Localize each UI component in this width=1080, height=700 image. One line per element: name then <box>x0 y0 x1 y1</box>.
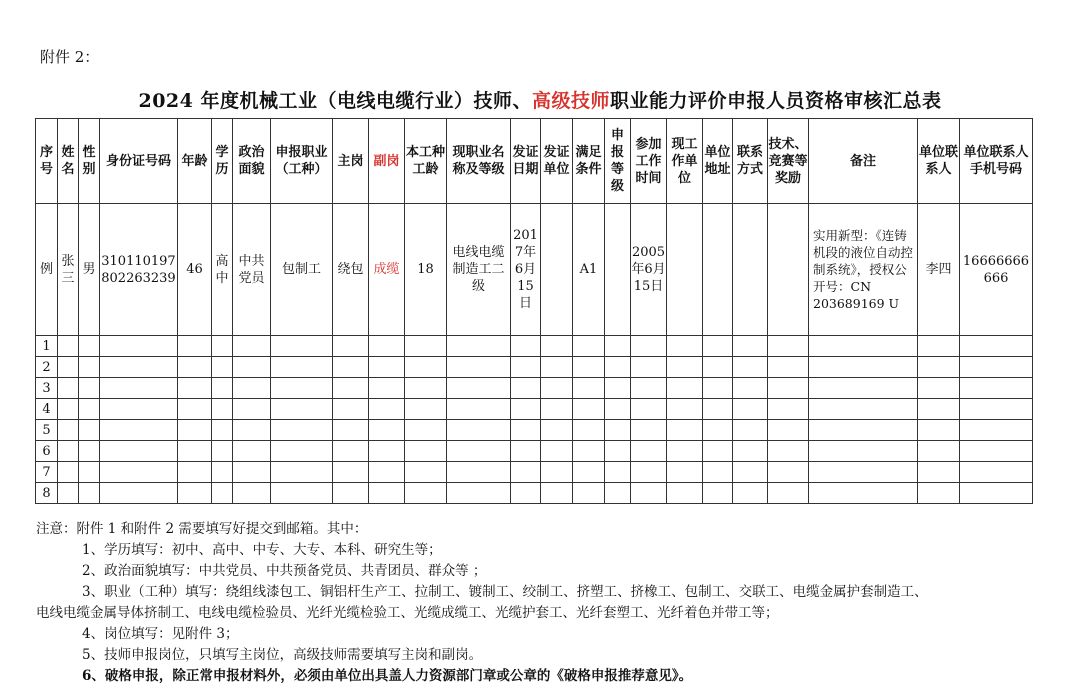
blank-cell <box>233 441 271 462</box>
blank-cell <box>100 441 178 462</box>
cell-work-start: 2005年6月15日 <box>631 204 667 336</box>
blank-cell <box>511 420 541 441</box>
header-awards: 技术、竞赛等奖励 <box>768 119 809 204</box>
table-row <box>36 420 1033 441</box>
cell-remark: 实用新型：《连铸机段的液位自动控制系统》，授权公开号：CN 203689169 U <box>809 204 918 336</box>
blank-cell <box>733 441 768 462</box>
blank-cell <box>768 483 809 504</box>
blank-cell <box>178 462 212 483</box>
header-seniority: 本工种工龄 <box>405 119 447 204</box>
header-level: 申报等级 <box>605 119 631 204</box>
blank-cell <box>918 378 960 399</box>
blank-cell <box>809 441 918 462</box>
blank-cell <box>100 483 178 504</box>
blank-cell <box>768 357 809 378</box>
cell-level <box>605 204 631 336</box>
header-occupation: 申报职业（工种） <box>271 119 333 204</box>
blank-cell <box>511 441 541 462</box>
blank-cell <box>541 483 573 504</box>
cell-political: 中共党员 <box>233 204 271 336</box>
blank-cell <box>809 462 918 483</box>
cell-seniority: 18 <box>405 204 447 336</box>
example-row <box>36 204 1033 336</box>
blank-cell <box>58 441 79 462</box>
blank-cell <box>605 483 631 504</box>
cell-education: 高中 <box>212 204 233 336</box>
blank-cell <box>369 378 405 399</box>
blank-cell <box>333 462 369 483</box>
blank-cell <box>405 462 447 483</box>
blank-cell <box>541 462 573 483</box>
blank-cell <box>58 483 79 504</box>
note-3a: 3、职业（工种）填写：绕组线漆包工、铜铝杆生产工、拉制工、镀制工、绞制工、挤塑工、挤橡工、包制工、交联工、电缆金属护套制造工、 <box>82 584 928 600</box>
blank-cell <box>333 483 369 504</box>
blank-cell <box>178 483 212 504</box>
blank-cell <box>631 483 667 504</box>
header-id-number: 身份证号码 <box>100 119 178 204</box>
blank-cell <box>271 378 333 399</box>
page-title <box>0 86 1080 113</box>
blank-cell <box>541 441 573 462</box>
blank-cell <box>447 420 511 441</box>
blank-cell <box>447 483 511 504</box>
cell-age: 46 <box>178 204 212 336</box>
blank-cell <box>405 336 447 357</box>
blank-cell <box>79 357 100 378</box>
blank-cell <box>703 357 733 378</box>
blank-cell <box>233 357 271 378</box>
blank-cell <box>605 441 631 462</box>
row-number: 1 <box>36 336 58 357</box>
blank-cell <box>100 357 178 378</box>
row-number: 3 <box>36 378 58 399</box>
blank-cell <box>212 399 233 420</box>
blank-cell <box>212 462 233 483</box>
header-remark: 备注 <box>809 119 918 204</box>
blank-cell <box>960 441 1033 462</box>
blank-cell <box>405 357 447 378</box>
blank-cell <box>100 399 178 420</box>
blank-cell <box>79 336 100 357</box>
blank-cell <box>918 336 960 357</box>
header-gender: 性别 <box>79 119 100 204</box>
header-row <box>36 119 1033 204</box>
blank-cell <box>631 399 667 420</box>
note-6: 6、破格申报，除正常申报材料外，必须由单位出具盖人力资源部门章或公章的《破格申报推荐意见》。 <box>82 668 693 684</box>
blank-cell <box>809 399 918 420</box>
cell-name: 张三 <box>58 204 79 336</box>
cell-gender: 男 <box>79 204 100 336</box>
blank-cell <box>918 357 960 378</box>
table-row <box>36 378 1033 399</box>
blank-cell <box>541 357 573 378</box>
note-2: 2、政治面貌填写：中共党员、中共预备党员、共青团员、群众等 ； <box>82 563 487 579</box>
blank-cell <box>212 420 233 441</box>
cell-sub-post: 成缆 <box>369 204 405 336</box>
cell-current-title: 电线电缆制造工二级 <box>447 204 511 336</box>
header-age: 年龄 <box>178 119 212 204</box>
table-row <box>36 336 1033 357</box>
row-number: 6 <box>36 441 58 462</box>
blank-cell <box>511 336 541 357</box>
blank-cell <box>541 378 573 399</box>
cell-awards <box>768 204 809 336</box>
row-number: 2 <box>36 357 58 378</box>
blank-cell <box>703 462 733 483</box>
blank-cell <box>178 399 212 420</box>
blank-cell <box>178 336 212 357</box>
header-current-title: 现职业名称及等级 <box>447 119 511 204</box>
blank-cell <box>573 378 605 399</box>
blank-cell <box>733 399 768 420</box>
cell-address <box>703 204 733 336</box>
blank-cell <box>79 483 100 504</box>
blank-cell <box>447 378 511 399</box>
blank-cell <box>271 483 333 504</box>
attachment-label: 附件 2： <box>40 48 100 66</box>
blank-cell <box>631 357 667 378</box>
header-political: 政治面貌 <box>233 119 271 204</box>
header-issue-date: 发证日期 <box>511 119 541 204</box>
blank-cell <box>703 420 733 441</box>
table-row <box>36 483 1033 504</box>
header-name: 姓名 <box>58 119 79 204</box>
table-row <box>36 441 1033 462</box>
blank-cell <box>369 420 405 441</box>
blank-cell <box>447 357 511 378</box>
blank-cell <box>733 483 768 504</box>
blank-cell <box>573 420 605 441</box>
blank-cell <box>573 483 605 504</box>
blank-cell <box>809 378 918 399</box>
blank-cell <box>768 441 809 462</box>
blank-cell <box>333 441 369 462</box>
blank-cell <box>233 399 271 420</box>
blank-cell <box>369 462 405 483</box>
blank-cell <box>79 462 100 483</box>
cell-contact <box>733 204 768 336</box>
header-issuer: 发证单位 <box>541 119 573 204</box>
blank-cell <box>511 462 541 483</box>
blank-cell <box>667 378 703 399</box>
table-row <box>36 399 1033 420</box>
header-sub-post: 副岗 <box>369 119 405 204</box>
title-highlight: 高级技师 <box>531 90 610 112</box>
blank-cell <box>447 441 511 462</box>
blank-cell <box>733 357 768 378</box>
blank-cell <box>369 399 405 420</box>
blank-cell <box>703 378 733 399</box>
blank-cell <box>918 462 960 483</box>
blank-cell <box>631 441 667 462</box>
header-unit-phone: 单位联系人手机号码 <box>960 119 1033 204</box>
blank-cell <box>918 420 960 441</box>
blank-cell <box>541 336 573 357</box>
blank-cell <box>447 336 511 357</box>
cell-condition: A1 <box>573 204 605 336</box>
blank-cell <box>703 399 733 420</box>
blank-cell <box>605 357 631 378</box>
blank-cell <box>667 483 703 504</box>
header-main-post: 主岗 <box>333 119 369 204</box>
blank-cell <box>212 483 233 504</box>
blank-cell <box>58 399 79 420</box>
blank-cell <box>58 336 79 357</box>
blank-cell <box>667 420 703 441</box>
blank-cell <box>79 420 100 441</box>
blank-cell <box>405 441 447 462</box>
cell-issue-date: 2017年6月15日 <box>511 204 541 336</box>
blank-cell <box>58 420 79 441</box>
blank-cell <box>271 420 333 441</box>
header-employer: 现工作单位 <box>667 119 703 204</box>
title-part2: 职业能力评价申报人员资格审核汇总表 <box>610 90 942 112</box>
blank-cell <box>703 483 733 504</box>
blank-cell <box>809 357 918 378</box>
note-4: 4、岗位填写：见附件 3； <box>82 626 239 642</box>
blank-cell <box>212 441 233 462</box>
blank-cell <box>960 378 1033 399</box>
header-index: 序号 <box>36 119 58 204</box>
blank-cell <box>447 399 511 420</box>
blank-cell <box>333 420 369 441</box>
blank-cell <box>573 336 605 357</box>
blank-cell <box>178 378 212 399</box>
blank-cell <box>405 483 447 504</box>
blank-cell <box>703 336 733 357</box>
blank-cell <box>667 357 703 378</box>
cell-index: 例 <box>36 204 58 336</box>
blank-cell <box>511 399 541 420</box>
blank-cell <box>768 336 809 357</box>
blank-cell <box>405 420 447 441</box>
blank-cell <box>703 441 733 462</box>
blank-cell <box>271 462 333 483</box>
blank-cell <box>369 357 405 378</box>
cell-issuer <box>541 204 573 336</box>
blank-cell <box>605 420 631 441</box>
blank-cell <box>960 420 1033 441</box>
row-number: 4 <box>36 399 58 420</box>
cell-unit-contact: 李四 <box>918 204 960 336</box>
note-intro: 注意：附件 1 和附件 2 需要填写好提交到邮箱。其中： <box>36 521 368 537</box>
blank-cell <box>212 336 233 357</box>
blank-cell <box>631 420 667 441</box>
blank-cell <box>605 336 631 357</box>
blank-cell <box>605 462 631 483</box>
note-1: 1、学历填写：初中、高中、中专、大专、本科、研究生等； <box>82 542 442 558</box>
blank-cell <box>511 483 541 504</box>
blank-cell <box>100 462 178 483</box>
blank-cell <box>918 399 960 420</box>
blank-cell <box>405 378 447 399</box>
table-row <box>36 357 1033 378</box>
blank-cell <box>960 399 1033 420</box>
note-3b: 电线电缆金属导体挤制工、电线电缆检验员、光纤光缆检验工、光缆成缆工、光缆护套工、光纤套塑工、光纤着色并带工等； <box>36 605 779 621</box>
blank-cell <box>79 378 100 399</box>
blank-cell <box>369 336 405 357</box>
blank-cell <box>667 399 703 420</box>
blank-cell <box>667 462 703 483</box>
blank-cell <box>667 441 703 462</box>
blank-cell <box>333 378 369 399</box>
header-work-start: 参加工作时间 <box>631 119 667 204</box>
header-contact: 联系方式 <box>733 119 768 204</box>
title-part1: 2024 年度机械工业（电线电缆行业）技师、 <box>138 90 532 112</box>
blank-cell <box>447 462 511 483</box>
blank-cell <box>960 336 1033 357</box>
blank-cell <box>100 336 178 357</box>
blank-cell <box>809 420 918 441</box>
blank-cell <box>511 357 541 378</box>
blank-cell <box>511 378 541 399</box>
blank-cell <box>541 399 573 420</box>
row-number: 7 <box>36 462 58 483</box>
blank-cell <box>573 462 605 483</box>
blank-cell <box>178 441 212 462</box>
header-condition: 满足条件 <box>573 119 605 204</box>
blank-cell <box>58 462 79 483</box>
blank-cell <box>573 441 605 462</box>
notes-section <box>36 519 1076 687</box>
blank-cell <box>631 336 667 357</box>
blank-cell <box>605 399 631 420</box>
blank-cell <box>631 462 667 483</box>
header-unit-contact: 单位联系人 <box>918 119 960 204</box>
blank-cell <box>100 378 178 399</box>
row-number: 8 <box>36 483 58 504</box>
blank-cell <box>369 441 405 462</box>
header-address: 单位地址 <box>703 119 733 204</box>
blank-cell <box>733 378 768 399</box>
blank-cell <box>960 462 1033 483</box>
blank-cell <box>333 399 369 420</box>
blank-cell <box>100 420 178 441</box>
row-number: 5 <box>36 420 58 441</box>
blank-cell <box>573 357 605 378</box>
table-row <box>36 462 1033 483</box>
summary-table <box>35 118 1033 504</box>
blank-cell <box>733 336 768 357</box>
blank-cell <box>233 462 271 483</box>
blank-cell <box>178 420 212 441</box>
blank-cell <box>178 357 212 378</box>
blank-cell <box>233 483 271 504</box>
blank-cell <box>573 399 605 420</box>
blank-cell <box>809 483 918 504</box>
cell-occupation: 包制工 <box>271 204 333 336</box>
blank-cell <box>79 399 100 420</box>
header-education: 学历 <box>212 119 233 204</box>
blank-cell <box>918 441 960 462</box>
cell-main-post: 绕包 <box>333 204 369 336</box>
blank-cell <box>271 357 333 378</box>
cell-id-number: 310110197802263239 <box>100 204 178 336</box>
blank-cell <box>733 420 768 441</box>
cell-unit-phone: 16666666666 <box>960 204 1033 336</box>
blank-cell <box>79 441 100 462</box>
blank-cell <box>271 399 333 420</box>
blank-cell <box>58 357 79 378</box>
blank-cell <box>212 378 233 399</box>
blank-cell <box>733 462 768 483</box>
blank-cell <box>333 336 369 357</box>
blank-cell <box>809 336 918 357</box>
blank-cell <box>212 357 233 378</box>
blank-cell <box>631 378 667 399</box>
blank-cell <box>768 378 809 399</box>
blank-cell <box>233 336 271 357</box>
blank-cell <box>271 336 333 357</box>
blank-cell <box>960 357 1033 378</box>
blank-cell <box>405 399 447 420</box>
blank-cell <box>768 399 809 420</box>
note-5: 5、技师申报岗位，只填写主岗位，高级技师需要填写主岗和副岗。 <box>82 647 483 663</box>
cell-employer <box>667 204 703 336</box>
blank-cell <box>233 420 271 441</box>
blank-cell <box>233 378 271 399</box>
blank-cell <box>541 420 573 441</box>
blank-cell <box>58 378 79 399</box>
blank-cell <box>667 336 703 357</box>
blank-cell <box>605 378 631 399</box>
blank-cell <box>918 483 960 504</box>
blank-cell <box>768 420 809 441</box>
blank-cell <box>768 462 809 483</box>
blank-cell <box>369 483 405 504</box>
blank-cell <box>960 483 1033 504</box>
blank-cell <box>271 441 333 462</box>
blank-cell <box>333 357 369 378</box>
